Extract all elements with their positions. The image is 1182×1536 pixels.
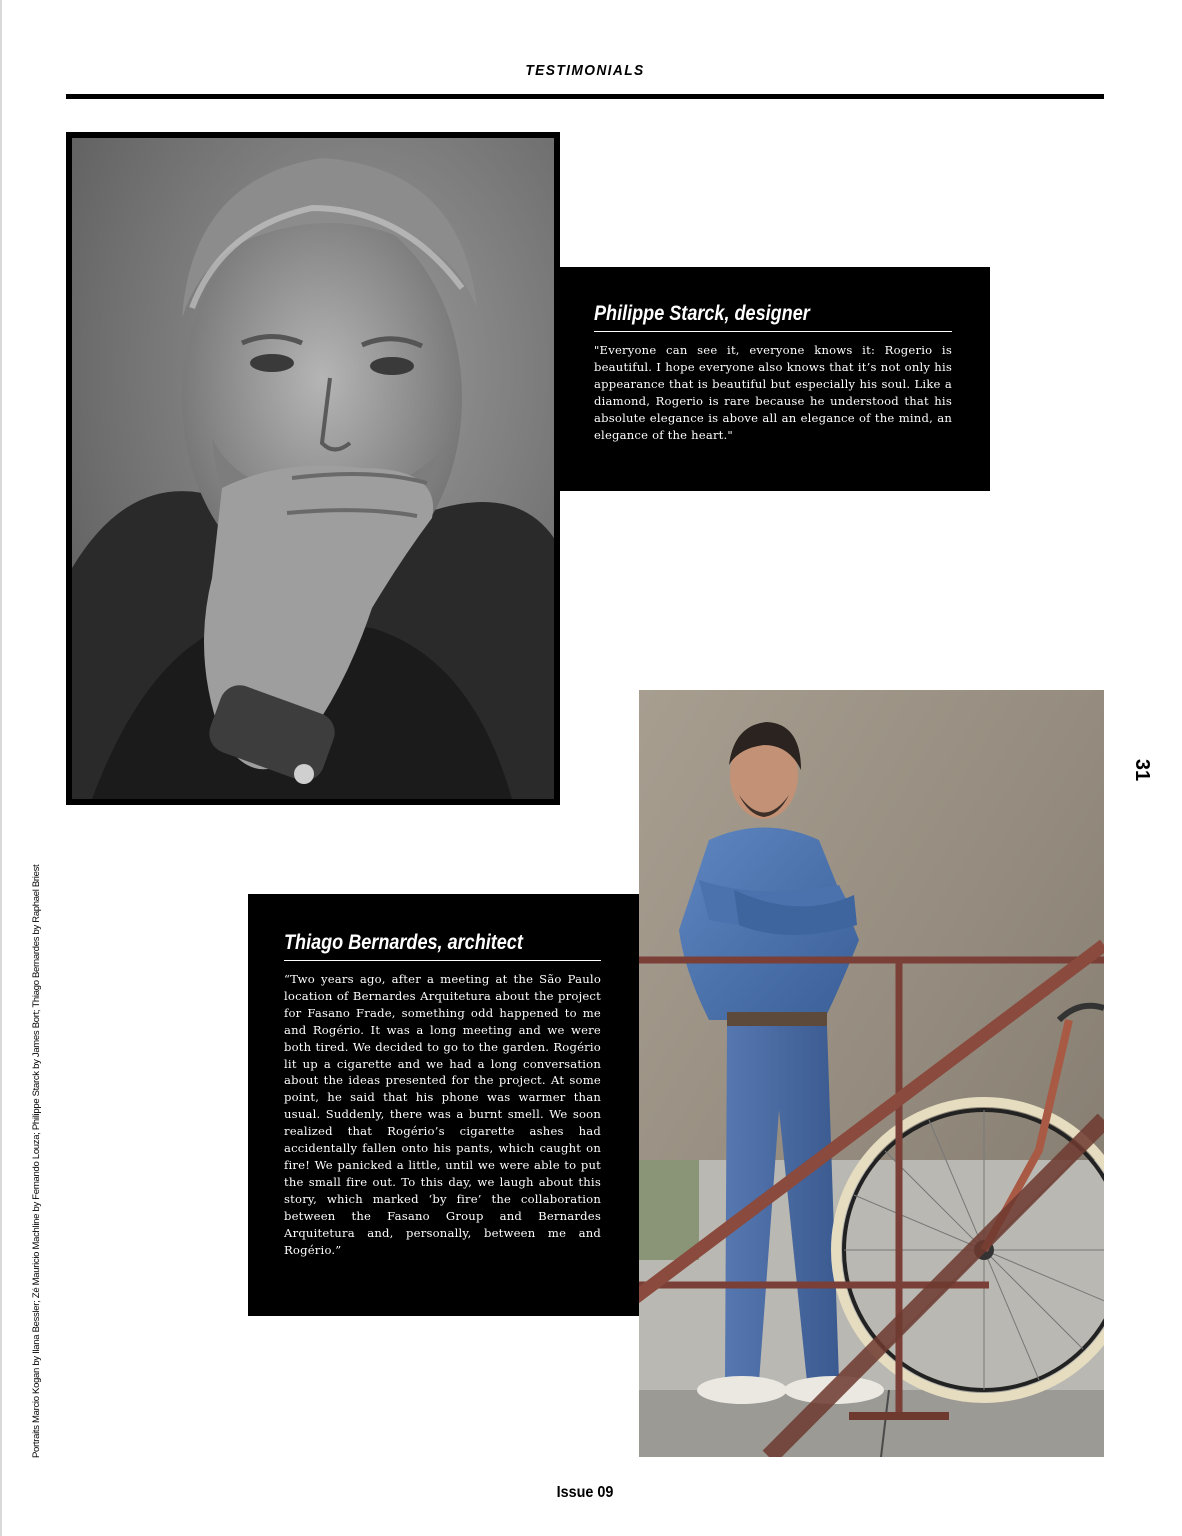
section-title: TESTIMONIALS bbox=[525, 62, 645, 79]
issue-label: Issue 09 bbox=[556, 1484, 614, 1501]
testimonial-starck bbox=[560, 267, 990, 491]
testimonial-rule bbox=[594, 331, 952, 332]
testimonial-quote: "Everyone can see it, everyone knows it: Rogerio is beautiful. I hope everyone also knows that it’s not only his appearance that is beautiful but especially his soul. Like a diamond, Rogerio is rare because he understood that his absolute elegance is above all an elegance of the mind, an elegance of the heart." bbox=[594, 343, 952, 442]
photo-thiago-bernardes-image bbox=[639, 690, 1104, 1457]
page-number: 31 bbox=[1131, 758, 1153, 782]
testimonial-rule bbox=[284, 960, 601, 961]
testimonial-name: Philippe Starck, designer bbox=[594, 302, 810, 325]
photo-thiago-bernardes bbox=[639, 690, 1104, 1457]
header-rule bbox=[66, 94, 1104, 99]
portrait-philippe-starck bbox=[66, 132, 560, 805]
testimonial-quote: “Two years ago, after a meeting at the São Paulo location of Bernardes Arquitetura about the project for Fasano Frade, something odd happened to me and Rogério. It was a long meeting and we were both tired. We decided to go to the garden. Rogério lit up a cigarette and we had a long conversation about the ideas presented for the project. At some point, he said that his phone was warmer than usual. Suddenly, there was a burnt smell. We soon realized that Rogério’s cigarette ashes had accidentally fallen onto his pants, which caught on fire! We panicked a little, until we were able to put the small fire out. To this day, we laugh about this story, which marked ‘by fire’ the collaboration between the Fasano Group and Bernardes Arquitetura and, personally, between me and Rogério.” bbox=[284, 972, 601, 1257]
photo-credits: Portraits Marcio Kogan by Ilana Bessler; Zé Mauricio Machline by Fernando Louza; Philippe Starck by James Bort; Thiago Bernardes by Raphael Briest bbox=[31, 864, 42, 1458]
portrait-philippe-starck-image bbox=[72, 138, 554, 799]
testimonial-name: Thiago Bernardes, architect bbox=[284, 931, 523, 954]
testimonial-bernardes bbox=[248, 894, 639, 1316]
page-edge-rule bbox=[0, 0, 2, 1536]
